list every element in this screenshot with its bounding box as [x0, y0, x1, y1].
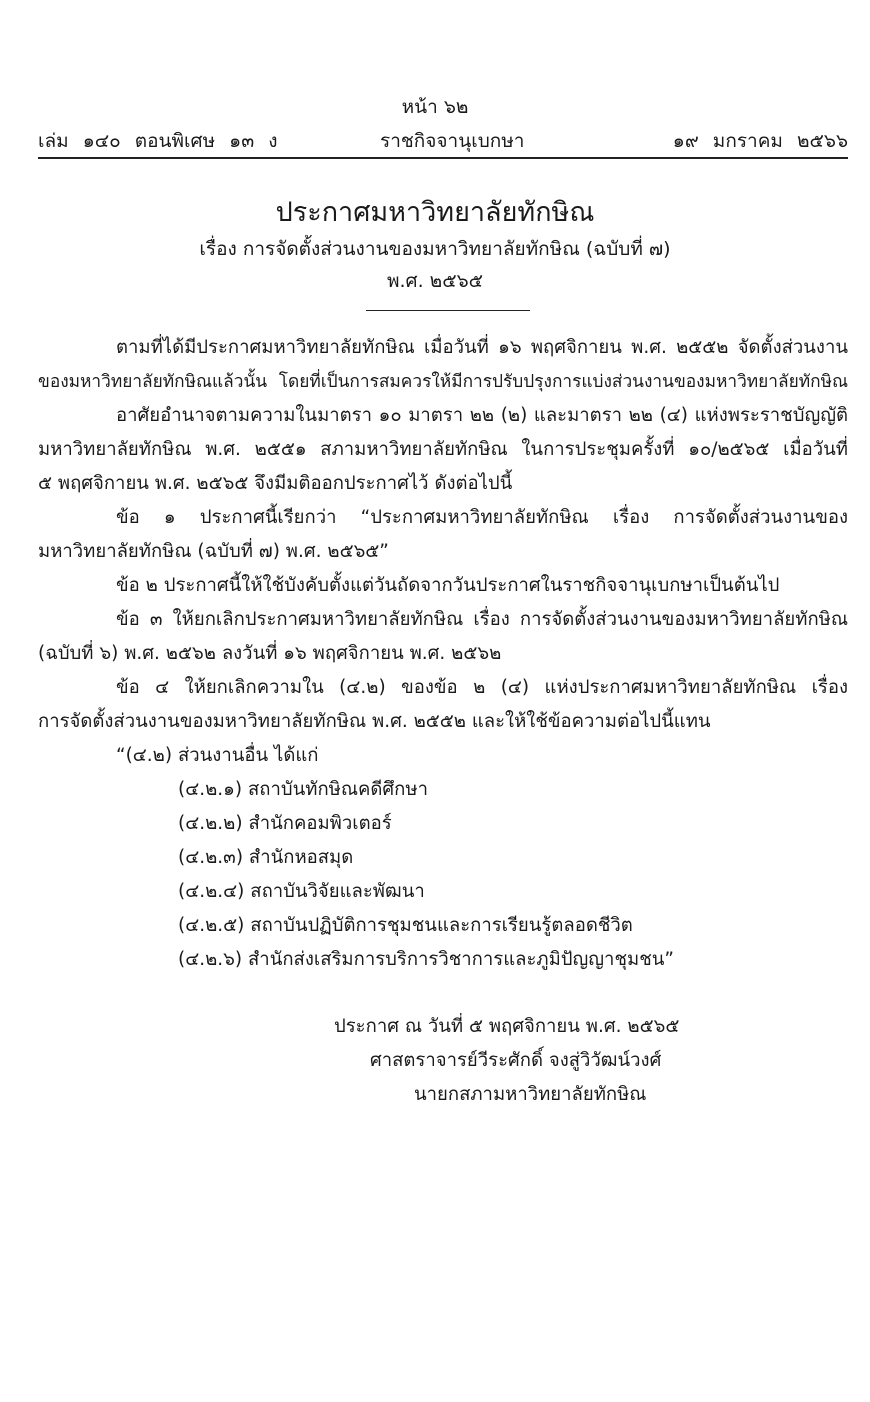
list-item: (๔.๒.๑) สถาบันทักษิณคดีศึกษา: [178, 779, 428, 800]
clause-line: (ฉบับที่ ๖) พ.ศ. ๒๕๖๒ ลงวันที่ ๑๖ พฤศจิกายน พ.ศ. ๒๕๖๒: [38, 643, 502, 664]
clause-line: ข้อ ๔ ให้ยกเลิกความใน (๔.๒) ของข้อ ๒ (๔) แห่งประกาศมหาวิทยาลัยทักษิณ เรื่อง: [116, 677, 848, 698]
paragraph-line: ของมหาวิทยาลัยทักษิณแล้วนั้น โดยที่เป็นการสมควรให้มีการปรับปรุงการแบ่งส่วนงานของมหาวิทยาลัยทักษิณ: [38, 372, 848, 392]
signatory-name: ศาสตราจารย์วีระศักดิ์ จงสู่วิวัฒน์วงศ์: [370, 1050, 662, 1071]
list-heading: “(๔.๒) ส่วนงานอื่น ได้แก่: [116, 745, 319, 766]
title-divider: [366, 310, 530, 311]
list-item: (๔.๒.๖) สำนักส่งเสริมการบริการวิชาการและภูมิปัญญาชุมชน”: [178, 949, 674, 970]
list-item: (๔.๒.๒) สำนักคอมพิวเตอร์: [178, 813, 392, 834]
paragraph-line: ๕ พฤศจิกายน พ.ศ. ๒๕๖๕ จึงมีมติออกประกาศไว้ ดังต่อไปนี้: [38, 473, 513, 494]
clause-line: ข้อ ๓ ให้ยกเลิกประกาศมหาวิทยาลัยทักษิณ เรื่อง การจัดตั้งส่วนงานของมหาวิทยาลัยทักษิณ: [116, 609, 848, 630]
paragraph-line: มหาวิทยาลัยทักษิณ พ.ศ. ๒๕๕๑ สภามหาวิทยาลัยทักษิณ ในการประชุมครั้งที่ ๑๐/๒๕๖๕ เมื่อวันที่: [38, 439, 848, 460]
list-item: (๔.๒.๕) สถาบันปฏิบัติการชุมชนและการเรียนรู้ตลอดชีวิต: [178, 915, 633, 936]
gazette-volume-issue: เล่ม ๑๔๐ ตอนพิเศษ ๑๓ ง: [38, 130, 278, 152]
document-year: พ.ศ. ๒๕๖๕: [386, 270, 484, 292]
header-divider: [38, 157, 848, 159]
paragraph-line: อาศัยอำนาจตามความในมาตรา ๑๐ มาตรา ๒๒ (๒) และมาตรา ๒๒ (๔) แห่งพระราชบัญญัติ: [116, 405, 848, 426]
clause-line: มหาวิทยาลัยทักษิณ (ฉบับที่ ๗) พ.ศ. ๒๕๖๕”: [38, 541, 389, 562]
clause-line: ข้อ ๒ ประกาศนี้ให้ใช้บังคับตั้งแต่วันถัดจากวันประกาศในราชกิจจานุเบกษาเป็นต้นไป: [116, 575, 780, 596]
signatory-position: นายกสภามหาวิทยาลัยทักษิณ: [414, 1084, 647, 1105]
paragraph-line: ตามที่ได้มีประกาศมหาวิทยาลัยทักษิณ เมื่อวันที่ ๑๖ พฤศจิกายน พ.ศ. ๒๕๕๒ จัดตั้งส่วนงาน: [116, 337, 848, 358]
clause-line: การจัดตั้งส่วนงานของมหาวิทยาลัยทักษิณ พ.ศ. ๒๕๕๒ และให้ใช้ข้อความต่อไปนี้แทน: [38, 711, 711, 732]
list-item: (๔.๒.๓) สำนักหอสมุด: [178, 847, 354, 868]
document-subject: เรื่อง การจัดตั้งส่วนงานของมหาวิทยาลัยทักษิณ (ฉบับที่ ๗): [199, 238, 671, 260]
announcement-date: ประกาศ ณ วันที่ ๕ พฤศจิกายน พ.ศ. ๒๕๖๕: [334, 1016, 680, 1037]
gazette-date: ๑๙ มกราคม ๒๕๖๖: [672, 130, 848, 152]
list-item: (๔.๒.๔) สถาบันวิจัยและพัฒนา: [178, 881, 425, 902]
clause-line: ข้อ ๑ ประกาศนี้เรียกว่า “ประกาศมหาวิทยาลัยทักษิณ เรื่อง การจัดตั้งส่วนงานของ: [116, 507, 848, 528]
page-number: หน้า ๖๒: [401, 96, 469, 118]
gazette-name: ราชกิจจานุเบกษา: [380, 130, 525, 152]
document-title: ประกาศมหาวิทยาลัยทักษิณ: [275, 197, 595, 228]
